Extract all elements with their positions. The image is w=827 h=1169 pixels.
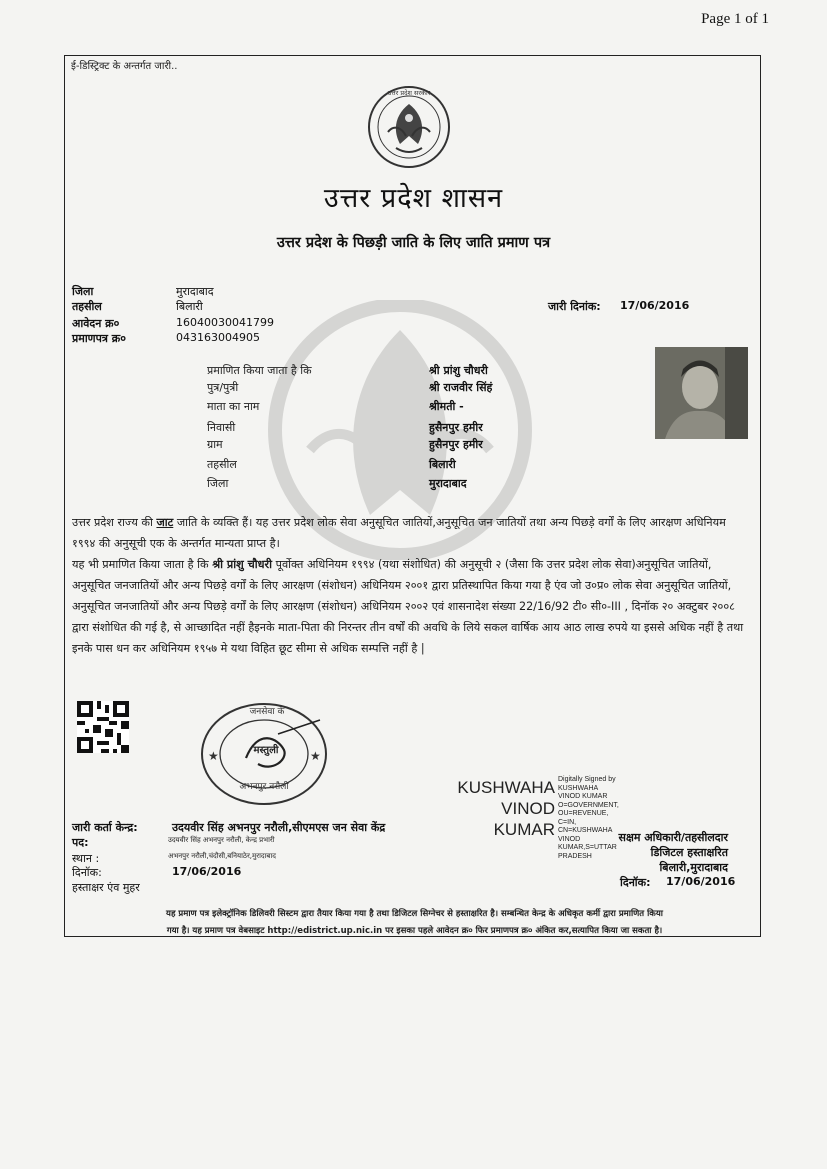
tehsil-label: तहसील [72, 300, 102, 313]
row-label: निवासी [207, 421, 236, 434]
stamp-top-text: जनसेवा के [249, 707, 285, 717]
authority-title: सक्षम अधिकारी/तहसीलदार [618, 831, 728, 844]
row-value: श्री प्रांशु चौधरी [429, 364, 488, 377]
authority-digital-signed: डिजिटल हस्ताक्षरित [650, 846, 728, 859]
row-label: माता का नाम [207, 400, 260, 413]
footer-line: गया है। यह प्रमाण पत्र वेबसाइट http://edistrict.up.nic.in पर इसका पहले आवेदन क्र० फिर प्रमाणपत्र क्र० अंकित कर,सत्यापित किया जा सकता है। [166, 926, 663, 936]
signer-name-line: VINOD [501, 799, 555, 818]
district-value: मुरादाबाद [176, 285, 214, 298]
applicant-photo [655, 347, 748, 439]
row-label: ग्राम [207, 438, 223, 451]
row-value: बिलारी [429, 458, 456, 471]
issue-date-value: 17/06/2016 [620, 299, 690, 312]
issuer-date-value: 17/06/2016 [172, 865, 242, 878]
issuer-date-label: दिनॉक: [72, 866, 102, 879]
footer-note [72, 906, 757, 940]
authority-location: बिलारी,मुरादाबाद [659, 861, 728, 874]
row-label: प्रमाणित किया जाता है कि [207, 364, 312, 377]
footer-line: यह प्रमाण पत्र इलेक्ट्रॉनिक डिलिवरी सिस्टम द्वारा तैयार किया गया है तथा डिजिटल सिग्नेचर से हस्ताक्षरित है। सम्बन्धित केन्द्र के अधिकृत कर्मी द्वारा प्रमाणित किया [166, 909, 663, 919]
certificate-number: 043163004905 [176, 331, 260, 344]
place-value: अभनपुर नरौली,चंदौसी,बनियाठेर,मुरादाबाद [168, 852, 276, 860]
signature-detail-line: KUMAR,S=UTTAR [558, 844, 617, 851]
caste-name: जाट [156, 516, 174, 529]
signature-detail-line: CN=KUSHWAHA [558, 827, 613, 834]
certification-paragraph-lead: यह भी प्रमाणित किया जाता है कि [72, 558, 213, 571]
issuing-center-label: जारी कर्ता केन्द्र: [72, 821, 138, 834]
signature-detail-line: PRADESH [558, 852, 592, 860]
row-label: पुत्र/पुत्री [207, 381, 239, 394]
row-value: हुसैनपुर हमीर [429, 421, 483, 434]
issuing-center-value: उदयवीर सिंह अभनपुर नरौली,सीएमएस जन सेवा केंद्र [172, 821, 386, 834]
post-label: पद: [72, 836, 89, 849]
qr-code [77, 701, 129, 753]
signature-detail-line: Digitally Signed by [558, 776, 616, 783]
signature-detail-line: VINOD [558, 835, 581, 843]
caste-paragraph [72, 512, 752, 554]
signature-detail-line: OU=REVENUE, [558, 810, 609, 817]
signature-detail-line: O=GOVERNMENT, [558, 801, 619, 809]
signature-detail-line: C=IN, [558, 818, 577, 826]
stamp-bottom-text: अभनपुर नरौली [239, 782, 289, 792]
page-subtitle: उत्तर प्रदेश के पिछड़ी जाति के लिए जाति प्रमाण पत्र [276, 235, 551, 251]
issue-date-label: जारी दिनांक: [548, 300, 601, 313]
stamp-center-text: मस्तुली [253, 745, 279, 756]
row-value: मुरादाबाद [429, 477, 467, 490]
row-value: हुसैनपुर हमीर [429, 438, 483, 451]
place-label: स्थान : [72, 852, 100, 865]
edistrict-note: ई-डिस्ट्रिक्ट के अन्तर्गत जारी.. [71, 61, 178, 72]
authority-date-label: दिनॉक: [620, 876, 651, 889]
certificate-label: प्रमाणपत्र क्र० [72, 332, 126, 345]
row-value: श्रीमती - [429, 400, 464, 413]
row-value: श्री राजवीर सिंहं [429, 381, 493, 394]
emblem-caption: उत्तर प्रदेश सरकार [387, 89, 431, 97]
certification-paragraph-text: पूर्वोक्त अधिनियम १९९४ (यथा संशोधित) की अनुसूची २ (जैसा कि उत्तर प्रदेश लोक सेवा)अनुसूचित जातियों, अनुसूचित जनजातियों और अन्य पिछड़े वर्गों के लिए आरक्षण (संशोधन) अधिनियम २००१ द्वारा प्रतिस्थापित किया गया है एंव जो उ०प्र० लोक सेवा अनुसूचित जातियों, अनुसूचित जनजातियों और अन्य पिछड़े वर्गों के लिए आरक्षण (संशोधन) अधिनियम २००२ एवं शासनादेश संख्या 22/16/92 टी० सी०-III , दिनॉक २० अक्टुबर २००८ द्वारा संशोधित की गई है, से आच्छादित नहीं हैइनके माता-पिता की निरन्तर तीन वर्षों की अवधि के लिये सकल वार्षिक आय आठ लाख रुपये या इससे अधिक नहीं है तथा इनके पास धन कर अधिनियम १९५७ मे यथा विहित छूट सीमा से अधिक सम्पत्ति नहीं है | [72, 558, 744, 655]
district-label: जिला [72, 285, 94, 298]
signature-detail-line: KUSHWAHA [558, 784, 599, 792]
certification-paragraph [72, 554, 752, 659]
application-label: आवेदन क्र० [72, 317, 120, 330]
signature-detail-line: VINOD KUMAR [558, 793, 608, 800]
page-number: Page 1 of 1 [701, 11, 769, 27]
signer-name [440, 777, 555, 840]
caste-paragraph-lead: उत्तर प्रदेश राज्य की [72, 516, 157, 529]
signature-seal-label: हस्ताक्षर एंव मुहर [72, 881, 140, 894]
signer-name-line: KUMAR [493, 820, 555, 839]
applicant-name: श्री प्रांशु चौधरी [212, 558, 273, 571]
row-label: तहसील [207, 458, 237, 471]
svg-text:★: ★ [208, 749, 219, 763]
authority-date-value: 17/06/2016 [666, 875, 736, 888]
signer-name-line: KUSHWAHA [457, 778, 555, 797]
application-number: 16040030041799 [176, 316, 274, 329]
caste-paragraph-text: जाति के व्यक्ति हैं। यह उत्तर प्रदेश लोक सेवा अनुसूचित जातियों,अनुसूचित जन जातियों तथा अन्य पिछड़े वर्गों के लिए आरक्षण अधिनियम १९९४ की अनुसूची एक के अन्तर्गत मान्यता प्राप्त है। [72, 516, 726, 550]
svg-text:★: ★ [310, 749, 321, 763]
post-value: उदयवीर सिंह अभनपुर नरौली, केन्द्र प्रभारी [168, 836, 275, 844]
row-label: जिला [207, 477, 229, 490]
tehsil-value: बिलारी [176, 300, 203, 313]
page-title: उत्तर प्रदेश शासन [323, 183, 504, 214]
